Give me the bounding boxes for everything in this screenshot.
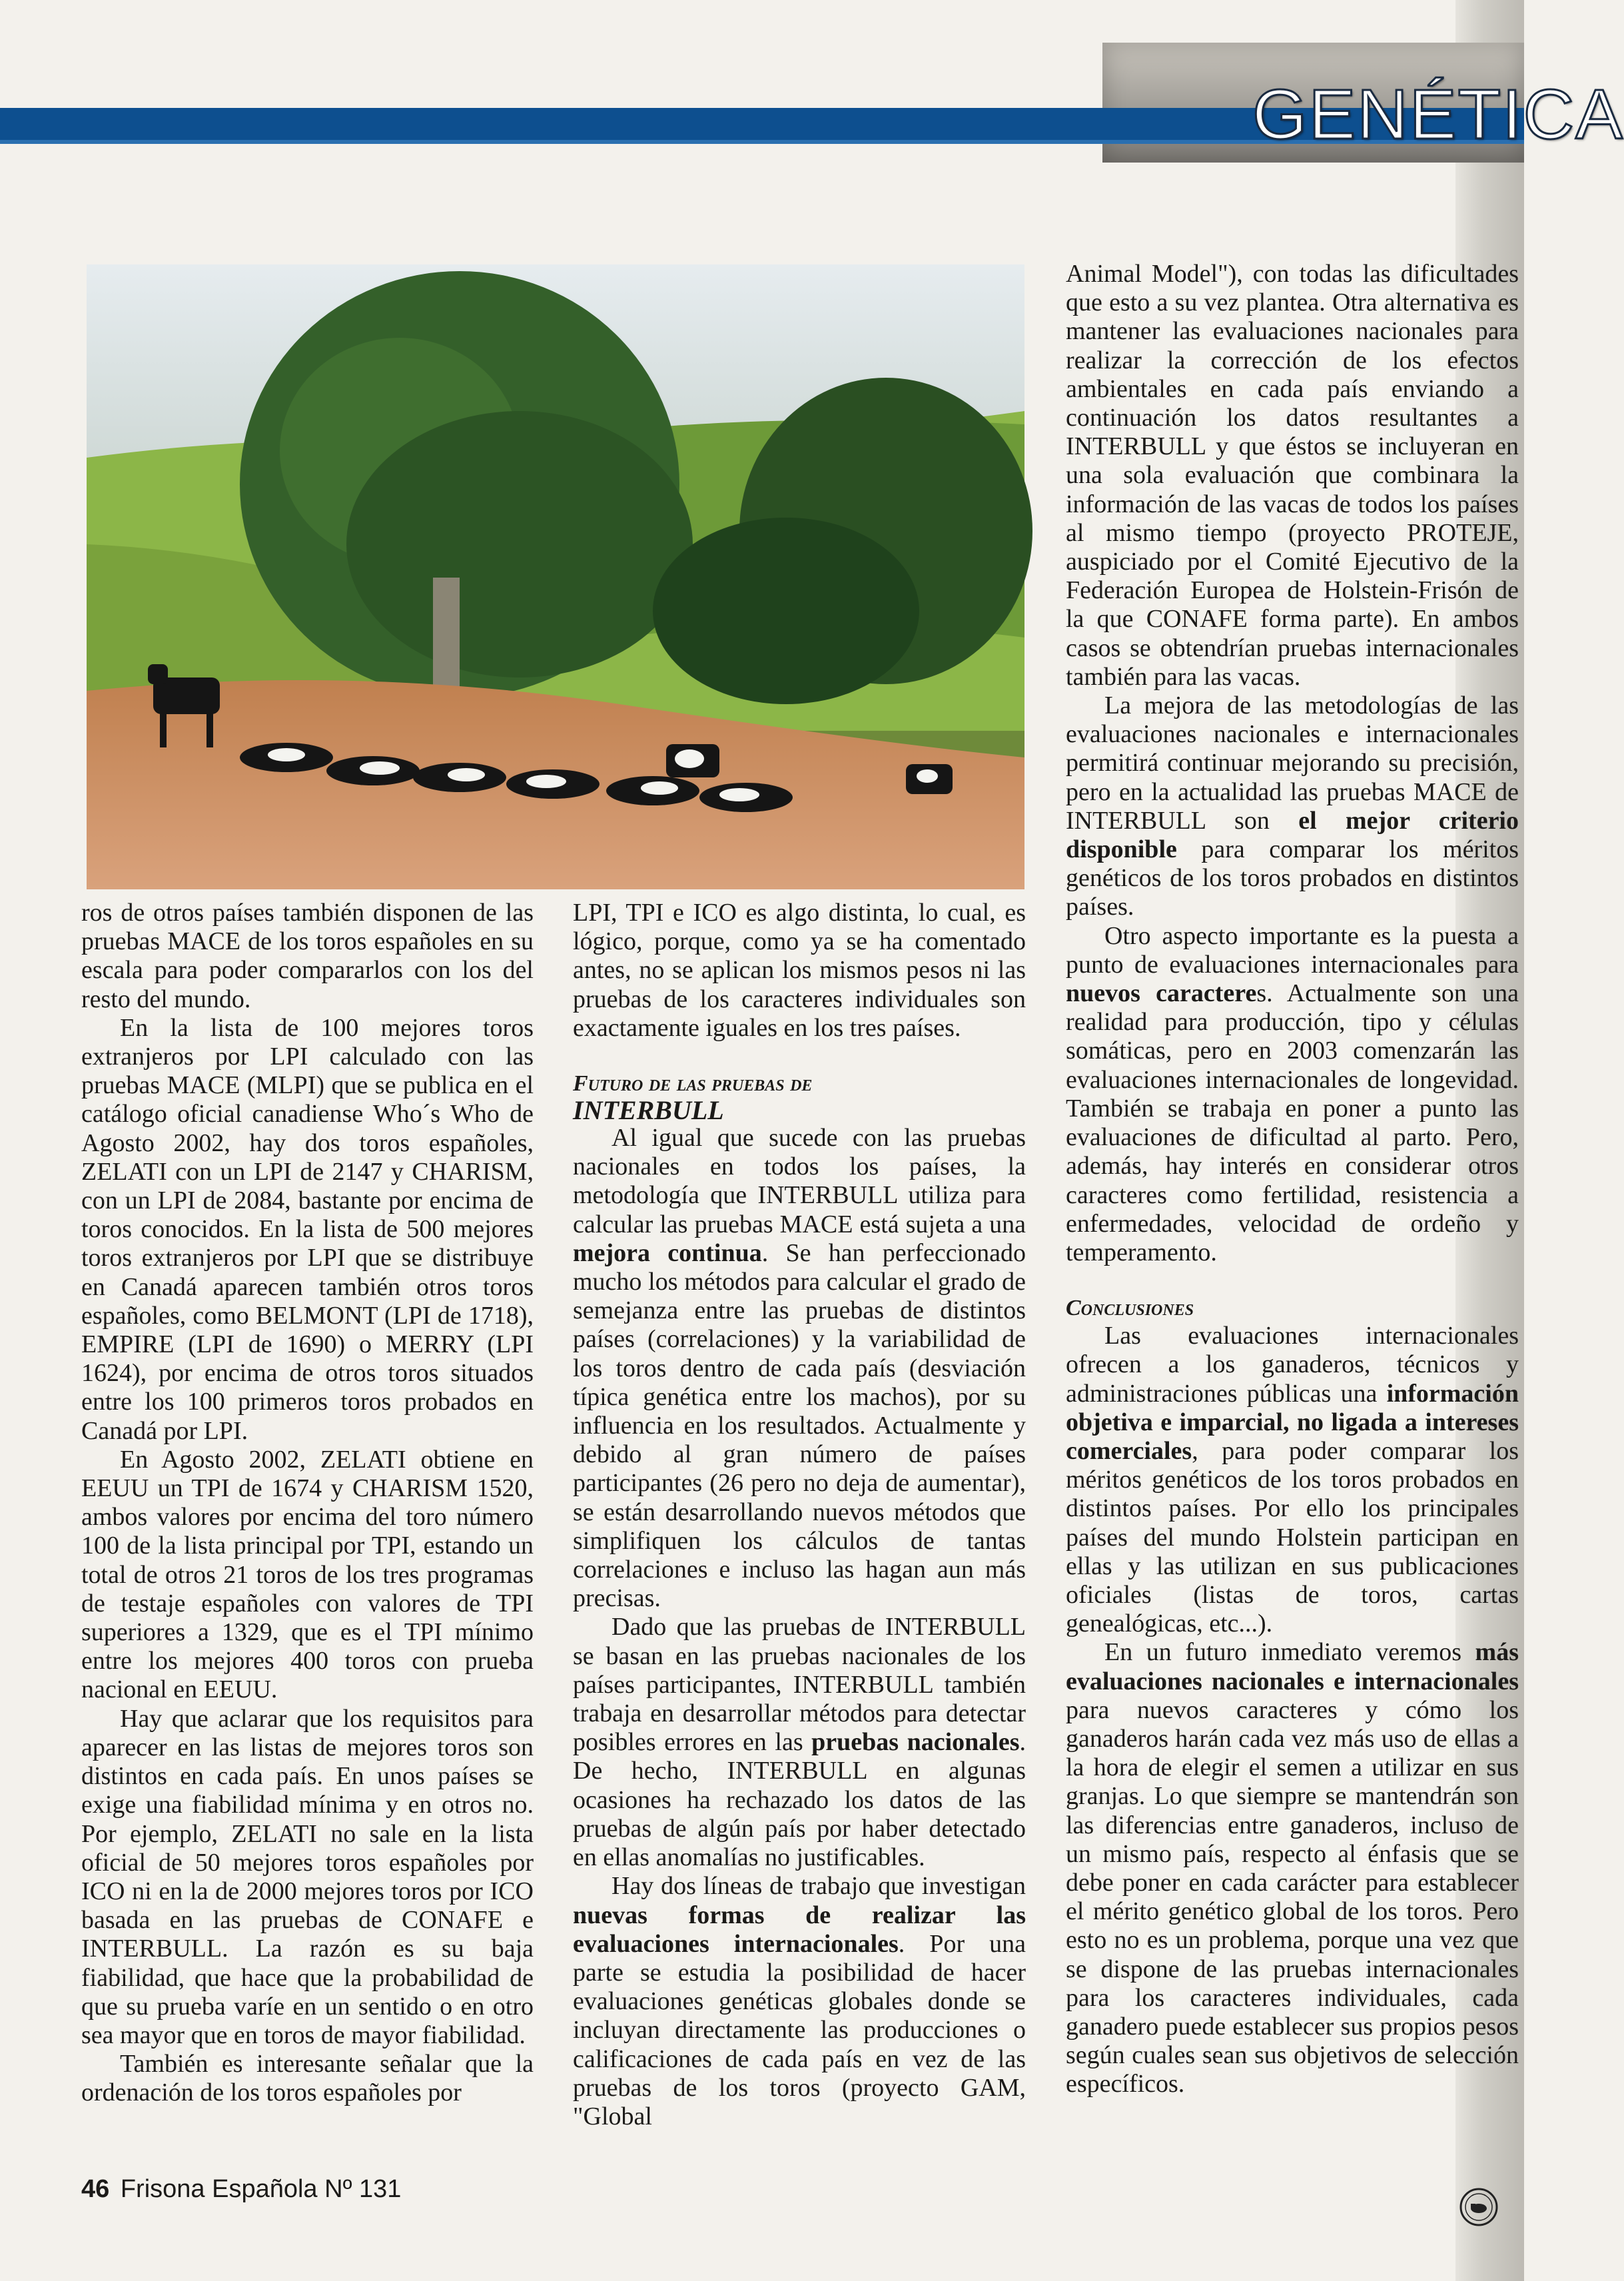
subheading-futuro xyxy=(573,1071,1026,1124)
paragraph: Al igual que sucede con las pruebas nacionales en todos los países, la metodología que INTERBULL utiliza para calcular las pruebas MACE está sujeta a una mejora continua. Se han perfeccionado mucho los métodos para calcular el grado de semejanza entre las pruebas de distintos países (correlaciones) y la variabilidad de los toros dentro de cada país (desviación típica genética entre los machos), por su influencia en los resultados. Actualmente y debido al gran número de países participantes (26 pero no deja de aumentar), se están desarrollando nuevos métodos que simplifiquen los cálculos de tantas correlaciones e incluso las hagan aun más precisas. xyxy=(573,1124,1026,1613)
paragraph: Dado que las pruebas de INTERBULL se basan en las pruebas nacionales de los países participantes, INTERBULL también trabaja en desarrollar métodos para detectar posibles errores en las pruebas nacionales. De hecho, INTERBULL en algunas ocasiones ha rechazado los datos de las pruebas de algún país por haber detectado en ellas anomalías no justificables. xyxy=(573,1613,1026,1872)
column-3 xyxy=(1066,260,1519,2099)
cow-seal-icon xyxy=(1459,2187,1499,2227)
cattle-field-photo xyxy=(87,264,1024,889)
paragraph: Hay dos líneas de trabajo que investigan nuevas formas de realizar las evaluaciones internacionales. Por una parte se estudia la posibilidad de hacer evaluaciones genéticas globales donde se incluyan directamente las producciones o calificaciones de cada país en vez de las pruebas de los toros (proyecto GAM, "Global xyxy=(573,1872,1026,2130)
paragraph: Animal Model"), con todas las dificultades que esto a su vez plantea. Otra alternativa es mantener las evaluaciones nacionales para realizar la corrección de los efectos ambientales en cada país enviando a continuación los datos resultantes a INTERBULL y que éstos se incluyeran en una sola evaluación que combinara la información de las vacas de todos los países al mismo tiempo (proyecto PROTEJE, auspiciado por el Comité Ejecutivo de la Federación Europea de Holstein-Frisón de la que CONAFE forma parte). En ambos casos se obtendrían pruebas internacionales también para las vacas. xyxy=(1066,260,1519,691)
paragraph: Hay que aclarar que los requisitos para aparecer en las listas de mejores toros son distintos en cada país. En unos países se exige una fiabilidad mínima y en otros no. Por ejemplo, ZELATI no sale en la lista oficial de 50 mejores toros españoles por ICO ni en la de 2000 mejores toros por ICO basada en las pruebas de CONAFE e INTERBULL. La razón es su baja fiabilidad, que hace que la probabilidad de que su prueba varíe en un sentido o en otro sea mayor que en toros de mayor fiabilidad. xyxy=(81,1704,534,2049)
paragraph: En la lista de 100 mejores toros extranjeros por LPI calculado con las pruebas MACE (MLPI) que se publica en el catálogo oficial canadiense Who´s Who de Agosto 2002, hay dos toros españoles, ZELATI con un LPI de 2147 y CHARISM, con un LPI de 2084, bastante por encima de toros conocidos. En la lista de 500 mejores toros extranjeros por LPI que se distribuye en Canadá aparecen también otros toros españoles, como BELMONT (LPI de 1718), EMPIRE (LPI de 1690) o MERRY (LPI 1624), por encima de otros toros situados entre los 100 primeros toros probados en Canadá por LPI. xyxy=(81,1013,534,1445)
paragraph: Las evaluaciones internacionales ofrecen a los ganaderos, técnicos y administraciones públicas una información objetiva e imparcial, no ligada a intereses comerciales, para poder comparar los méritos genéticos de los toros probados en distintos países. Por ello los principales países del mundo Holstein participan en ellas y las utilizan en sus publicaciones oficiales (listas de toros, cartas genealógicas, etc...). xyxy=(1066,1322,1519,1638)
section-title: GENÉTICA xyxy=(1252,75,1624,154)
subheading-line: INTERBULL xyxy=(573,1095,724,1126)
paragraph: En un futuro inmediato veremos más evaluaciones nacionales e internacionales para nuevos caracteres y cómo los ganaderos harán cada vez más uso de ellas a la hora de elegir el semen a utilizar en sus granjas. Lo que siempre se mantendrán son las diferencias entre ganaderos, incluso de un mismo país, respecto al énfasis que se debe poner en cada carácter para establecer el mérito genético global de los toros. Pero esto no es un problema, porque una vez que se dispone de las pruebas internacionales para los caracteres individuales, cada ganadero puede establecer sus propios pesos según cuales sean sus objetivos de selección específicos. xyxy=(1066,1638,1519,2098)
page-footer xyxy=(81,2174,401,2204)
column-2 xyxy=(573,899,1026,2131)
subheading-conclusiones: Conclusiones xyxy=(1066,1296,1194,1321)
paragraph: Otro aspecto importante es la puesta a punto de evaluaciones internacionales para nuevos caracteres. Actualmente son una realidad para producción, tipo y células somáticas, pero en 2003 comenzarán las evaluaciones internacionales de longevidad. También se trabaja en poner a punto las evaluaciones de dificultad al parto. Pero, además, hay interés en considerar otros caracteres como fertilidad, resistencia a enfermedades, velocidad de ordeño y temperamento. xyxy=(1066,921,1519,1266)
paragraph: También es interesante señalar que la ordenación de los toros españoles por xyxy=(81,2050,534,2107)
column-1 xyxy=(81,899,534,2108)
paragraph: En Agosto 2002, ZELATI obtiene en EEUU un TPI de 1674 y CHARISM 1520, ambos valores por encima del toro número 100 de la lista principal por TPI, estando un total de otros 21 toros de los tres programas de testaje españoles con valores de TPI superiores a 1329, que es el TPI mínimo entre los mejores 400 toros con prueba nacional en EEUU. xyxy=(81,1445,534,1704)
paragraph: La mejora de las metodologías de las evaluaciones nacionales e internacionales permitirá continuar mejorando su precisión, pero en la actualidad las pruebas MACE de INTERBULL son el mejor criterio disponible para comparar los méritos genéticos de los toros probados en distintos países. xyxy=(1066,691,1519,921)
page-number: 46 xyxy=(81,2175,110,2203)
subheading-line: Futuro de las pruebas de xyxy=(573,1071,813,1097)
paragraph: ros de otros países también disponen de las pruebas MACE de los toros españoles en su escala para poder compararlos con los del resto del mundo. xyxy=(81,899,534,1013)
photo-illustration xyxy=(87,264,1024,889)
publication-name: Frisona Española Nº 131 xyxy=(120,2175,402,2203)
paragraph: LPI, TPI e ICO es algo distinta, lo cual, es lógico, porque, como ya se ha comentado antes, no se aplican los mismos pesos ni las pruebas de los caracteres individuales son exactamente iguales en los tres países. xyxy=(573,899,1026,1042)
